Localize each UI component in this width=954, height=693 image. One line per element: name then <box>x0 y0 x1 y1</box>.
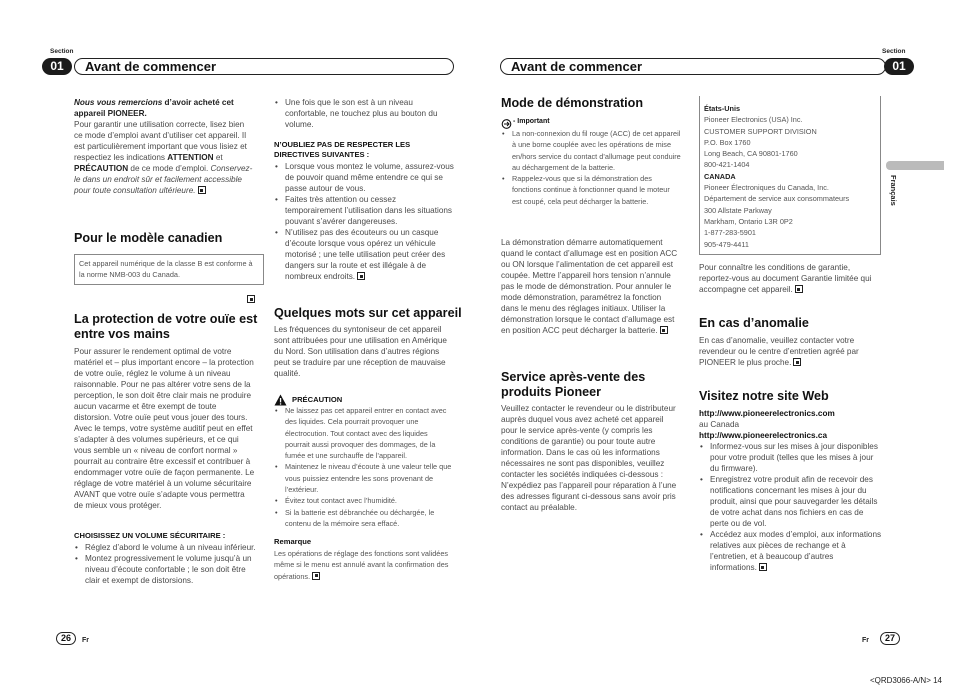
list-item: • N’utilisez pas des écouteurs ou un casque d’écoute lorsque vous opérez un véhicule motorisé ; une telle utilisation peut créer des dangers sur la route et est illégale à de nombreux endroits. <box>274 227 454 282</box>
remark-heading: Remarque <box>274 537 312 546</box>
canada-note: au Canada <box>699 420 740 429</box>
list-item: • Réglez d’abord le volume à un niveau inférieur. <box>74 542 256 553</box>
list-item: • Ne laissez pas cet appareil entrer en contact avec des liquides. Cela pourrait provoquer une électrocution. Tout contact avec des liquides pourrait aussi provoquer des dommages, de la fumée et une surchauffe de l’appareil. <box>274 405 454 461</box>
important-label: - Important <box>513 118 550 125</box>
section-number-right: 01 <box>884 58 914 75</box>
end-mark-icon <box>660 326 668 334</box>
pioneer-canada-link[interactable]: http://www.pioneerelectronics.ca <box>699 431 827 440</box>
list-item: • Montez progressivement le volume jusqu’à un niveau d’écoute confortable ; le son doit être clair et exempt de distorsions. <box>74 553 256 586</box>
demo-mode-text: La démonstration démarre automatiquement quand le contact d’allumage est en position ACC ou ON lorsque l’alimentation de cet appareil est coupée. Mettre l’appareil hors tension n’annule pas le mode de démonstration. Pour annuler le mode démonstration, paramétrez la fonction dans le menu des réglages initiaux. Utiliser la démonstration lorsque le contact d’allumage est en position ACC peut décharger la batterie. <box>501 238 678 335</box>
volume-list-continued <box>274 97 454 130</box>
list-item: • Informez-vous sur les mises à jour disponibles pour votre produit (telles que les mises à jour du firmware). <box>699 441 882 474</box>
hearing-protection-heading: La protection de votre ouïe est entre vos mains <box>74 312 258 341</box>
caution-heading: PRÉCAUTION <box>292 395 343 404</box>
canadian-notice-box: Cet appareil numérique de la classe B est conforme à la norme NMB-003 du Canada. <box>74 254 264 285</box>
document-code: <QRD3066-A/N> 14 <box>869 676 942 685</box>
after-sales-heading: Service après-vente des produits Pioneer <box>501 370 646 399</box>
safe-volume-heading: CHOISISSEZ UN VOLUME SÉCURITAIRE : <box>74 531 226 540</box>
language-tab <box>886 161 944 170</box>
list-item: • Une fois que le son est à un niveau confortable, ne touchez plus au bouton du volume. <box>274 97 454 130</box>
demo-mode-heading: Mode de démonstration <box>501 96 644 110</box>
end-mark-icon <box>795 285 803 293</box>
list-item: • Faites très attention ou cessez temporairement l’utilisation dans les situations pouvant s’avérer dangereuses. <box>274 194 454 227</box>
website-heading: Visitez notre site Web <box>699 389 829 403</box>
language-code-right: Fr <box>862 637 869 644</box>
chapter-title-left <box>74 58 454 75</box>
chapter-title-text: Avant de commencer <box>85 59 217 74</box>
list-item: • Maintenez le niveau d’écoute à une valeur telle que vous puissiez entendre les sons provenant de l’extérieur. <box>274 461 454 495</box>
list-item: • Rappelez-vous que si la démonstration des fonctions continue à fonctionner quand le moteur est coupé, cela peut décharger la batterie. <box>501 173 681 207</box>
contact-usa: États-Unis Pioneer Electronics (USA) Inc. CUSTOMER SUPPORT DIVISION P.O. Box 1760 Long Beach, CA 90801-1760 800-421-1404 CANADA Pioneer Électroniques du Canada, Inc. Département de service aux consommateurs 300 Allstate Parkway Markham, Ontario L3R 0P2 1-877-283-5901 905-479-4411 <box>704 104 850 249</box>
anomaly-heading: En cas d’anomalie <box>699 316 809 330</box>
section-label-right: Section <box>882 48 906 55</box>
list-item: • Lorsque vous montez le volume, assurez-vous de pouvoir quand même entendre ce qui se passe autour de vous. <box>274 161 454 194</box>
page-number-right: 27 <box>880 632 900 645</box>
guidelines-list <box>274 161 454 282</box>
page-number-left: 26 <box>56 632 76 645</box>
list-item: • Évitez tout contact avec l’humidité. <box>274 495 454 506</box>
remark-text: Les opérations de réglage des fonctions sont validées même si le menu est annulé avant la confirmation des opérations. <box>274 549 449 581</box>
section-number-left: 01 <box>42 58 72 75</box>
section-label-left: Section <box>50 48 74 55</box>
language-code-left: Fr <box>82 637 89 644</box>
guidelines-heading: N’OUBLIEZ PAS DE RESPECTER LES DIRECTIVES SUIVANTES : <box>274 140 411 159</box>
about-unit-heading: Quelques mots sur cet appareil <box>274 306 462 320</box>
important-list <box>501 128 681 207</box>
end-mark-icon <box>198 186 206 194</box>
website-links <box>699 408 884 441</box>
canadian-model-heading: Pour le modèle canadien <box>74 231 223 245</box>
hearing-protection-text: Pour assurer le rendement optimal de votre matériel et – plus important encore – la protection de votre ouïe, réglez le volume à un niveau raisonnable. Pour ne pas altérer votre sens de la perception, le son doit être clair mais ne produire aucun vacarme et être exempt de toute distorsion. Votre ouïe peut vous jouer des tours. Avec le temps, votre système auditif peut en effet s’adapter à des volumes supérieurs, et ce qui vous semble un « niveau de confort normal » pourrait au contraire être excessif et contribuer à endommager votre ouïe de façon permanente. Le réglage de votre matériel à un volume sécuritaire AVANT que votre ouïe s’adapte vous permettra de mieux vous protéger. <box>74 347 255 510</box>
chapter-title-text: Avant de commencer <box>511 59 643 74</box>
list-item: • Accédez aux modes d’emploi, aux informations relatives aux pièces de rechange et à l’entretien, et à beaucoup d’autres informations. <box>699 529 882 573</box>
chapter-title-right <box>500 58 886 75</box>
end-mark-icon <box>793 358 801 366</box>
canada-heading: CANADA <box>704 171 736 181</box>
caution-list <box>274 405 454 529</box>
list-item: • La non-connexion du fil rouge (ACC) de cet appareil à une borne couplée avec les opérations de mise en/hors service du contact d’allumage peut conduire au déchargement de la batterie. <box>501 128 681 173</box>
end-mark-icon <box>312 572 320 580</box>
about-unit-text: Les fréquences du syntoniseur de cet appareil sont attribuées pour une utilisation en Amérique du Nord. Son utilisation dans d’autres régions peut se traduire par une réception de mauvaise qualité. <box>274 325 447 378</box>
end-mark-icon <box>357 272 365 280</box>
pioneer-usa-link[interactable]: http://www.pioneerelectronics.com <box>699 409 835 418</box>
list-item: • Enregistrez votre produit afin de recevoir des notifications concernant les mises à jour du produit, ainsi que pour sauvegarder les détails de votre achat dans nos fichiers en cas de perte ou de vol. <box>699 474 882 529</box>
safe-volume-list <box>74 542 256 586</box>
end-mark-icon <box>245 289 255 307</box>
list-item: • Si la batterie est débranchée ou déchargée, le contenu de la mémoire sera effacé. <box>274 507 454 530</box>
end-mark-icon <box>759 563 767 571</box>
anomaly-text: En cas d’anomalie, veuillez contacter votre revendeur ou le centre d’entretien agréé par PIONEER le plus proche. <box>699 336 859 367</box>
intro-paragraph: Nous vous remercions d’avoir acheté cet appareil PIONEER. Pour garantir une utilisation correcte, lisez bien ce mode d’emploi avant d’utiliser cet appareil. Il est particulièrement important que vous lisiez et respectiez les indications ATTENTION et PRÉCAUTION de ce mode d’emploi. Conservez-le dans un endroit sûr et facilement accessible pour toute consultation ultérieure. <box>74 98 253 195</box>
language-tab-label: Français <box>889 175 898 206</box>
after-sales-text: Veuillez contacter le revendeur ou le distributeur auprès duquel vous avez acheté cet appareil pour le service après-vente (y compris les conditions de garantie) ou pour toute autre information. Dans le cas où les informations nécessaires ne sont pas disponibles, veuillez contacter les sociétés indiquées ci-dessous : N’expédiez pas l’appareil pour réparation à l’une des adresses figurant ci-dessous sans avoir pris contact au préalable. <box>501 404 677 512</box>
usa-heading: États-Unis <box>704 104 741 113</box>
warranty-text: Pour connaître les conditions de garantie, reportez-vous au document Garantie limitée qui accompagne cet appareil. <box>699 263 872 294</box>
website-benefits-list <box>699 441 882 573</box>
